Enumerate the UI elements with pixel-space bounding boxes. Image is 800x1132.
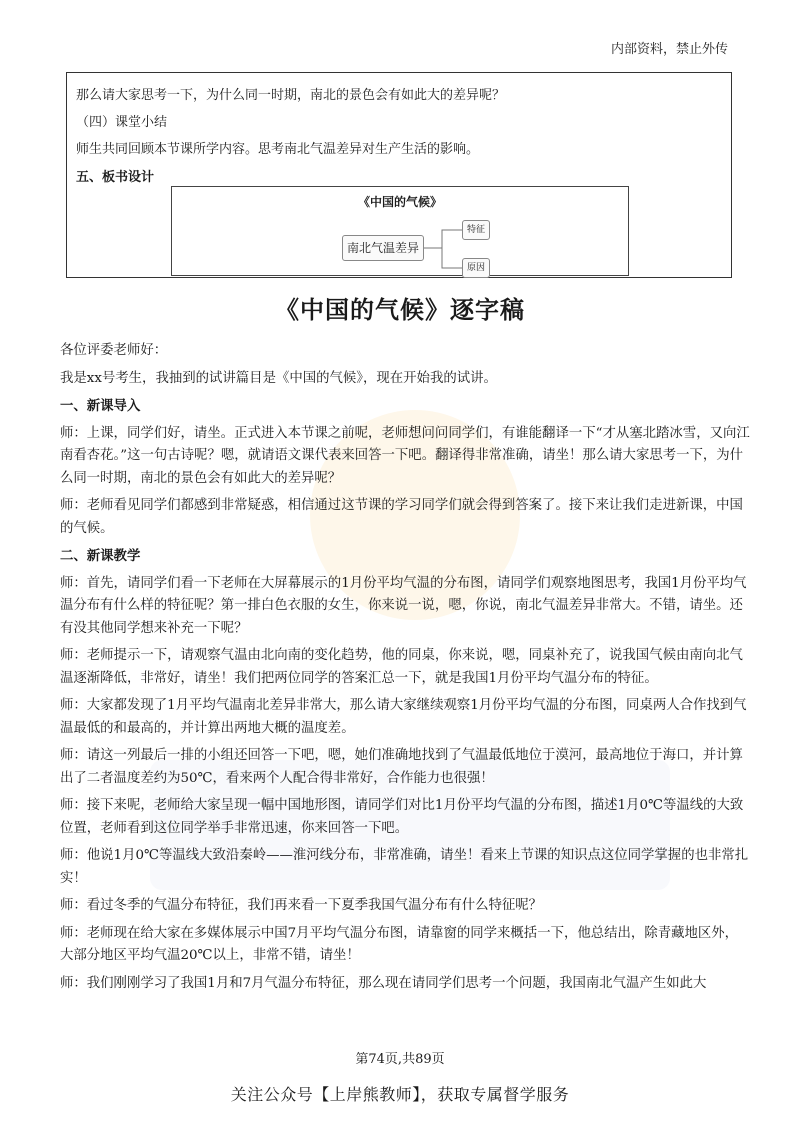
intro: 我是xx号考生，我抽到的试讲篇目是《中国的气候》，现在开始我的试讲。 bbox=[60, 370, 497, 386]
confidential-note: 内部资料，禁止外传 bbox=[610, 42, 728, 57]
lesson-plan-box bbox=[66, 72, 732, 278]
paragraph: 师：大家都发现了1月平均气温南北差异非常大，那么请大家继续观察1月份平均气温的分布图，同桌两人合作找到气温最低的和最高的，并计算出两地大概的温度差。 bbox=[60, 698, 747, 736]
mindmap-reason-node: 原因 bbox=[462, 258, 490, 278]
paragraph: 师：接下来呢，老师给大家呈现一幅中国地形图，请同学们对比1月份平均气温的分布图，描述1月0℃等温线的大致位置，老师看到这位同学举手非常迅速，你来回答一下吧。 bbox=[60, 798, 744, 836]
connector-feature bbox=[424, 230, 462, 248]
paragraph: 师：他说1月0℃等温线大致沿秦岭——淮河线分布，非常准确，请坐！看来上节课的知识点这位同学掌握的也非常扎实！ bbox=[60, 848, 749, 886]
box-line-question: 那么请大家思考一下，为什么同一时期，南北的景色会有如此大的差异呢？ bbox=[76, 88, 506, 103]
paragraph: 师：老师提示一下，请观察气温由北向南的变化趋势，他的同桌，你来说，嗯，同桌补充了，说我国气候由南向北气温逐渐降低，非常好，请坐！我们把两位同学的答案汇总一下，就是我国1月份平均气温分布的特征。 bbox=[60, 648, 743, 686]
paragraph: 师：我们刚刚学习了我国1月和7月气温分布特征，那么现在请同学们思考一个问题，我国南北气温产生如此大 bbox=[60, 975, 707, 991]
box-line-summary: 师生共同回顾本节课所学内容。思考南北气温差异对生产生活的影响。 bbox=[76, 142, 480, 157]
paragraph: 师：请这一列最后一排的小组还回答一下吧，嗯，她们准确地找到了气温最低地位于漠河，最高地位于海口，并计算出了二者温度差约为50℃，看来两个人配合得非常好，合作能力也很强！ bbox=[60, 748, 743, 786]
section-heading-intro: 一、新课导入 bbox=[60, 398, 141, 414]
box-line-summary-heading: （四）课堂小结 bbox=[76, 115, 168, 130]
mindmap-title: 《中国的气候》 bbox=[357, 195, 442, 209]
paragraph: 师：老师看见同学们都感到非常疑惑，相信通过这节课的学习同学们就会得到答案了。接下来让我们走进新课，中国的气候。 bbox=[60, 498, 743, 536]
footer-promo: 关注公众号【上岸熊教师】，获取专属督学服务 bbox=[230, 1085, 570, 1104]
mindmap-main-node: 南北气温差异 bbox=[342, 235, 424, 261]
document-title: 《中国的气候》逐字稿 bbox=[275, 295, 525, 324]
box-line-board-design: 五、板书设计 bbox=[76, 170, 155, 185]
paragraph: 师：老师现在给大家在多媒体展示中国7月平均气温分布图，请靠窗的同学来概括一下，他总结出，除青藏地区外，大部分地区平均气温20℃以上，非常不错，请坐！ bbox=[60, 925, 739, 963]
greeting: 各位评委老师好： bbox=[60, 343, 168, 358]
page-number: 第74页,共89页 bbox=[355, 1052, 445, 1067]
paragraph: 师：首先，请同学们看一下老师在大屏幕展示的1月份平均气温的分布图，请同学们观察地图思考，我国1月份平均气温分布有什么样的特征呢？第一排白色衣服的女生，你来说一说，嗯，你说，南北气温差异非常大。不错，请坐。还有没其他同学想来补充一下呢？ bbox=[60, 575, 747, 636]
mindmap-feature-node: 特征 bbox=[462, 220, 490, 240]
board-design-mindmap bbox=[171, 186, 629, 276]
paragraph: 师：上课，同学们好，请坐。正式进入本节课之前呢，老师想问问同学们，有谁能翻译一下“才从塞北踏冰雪，又向江南看杏花。”这一句古诗呢？嗯，就请语文课代表来回答一下吧。翻译得非常准确，请坐！那么请大家思考一下，为什么同一时期，南北的景色会有如此大的差异呢？ bbox=[60, 425, 750, 486]
connector-reason bbox=[424, 248, 462, 268]
paragraph: 师：看过冬季的气温分布特征，我们再来看一下夏季我国气温分布有什么特征呢？ bbox=[60, 898, 543, 913]
section-heading-teaching: 二、新课教学 bbox=[60, 548, 141, 564]
transcript-body bbox=[60, 340, 750, 1000]
